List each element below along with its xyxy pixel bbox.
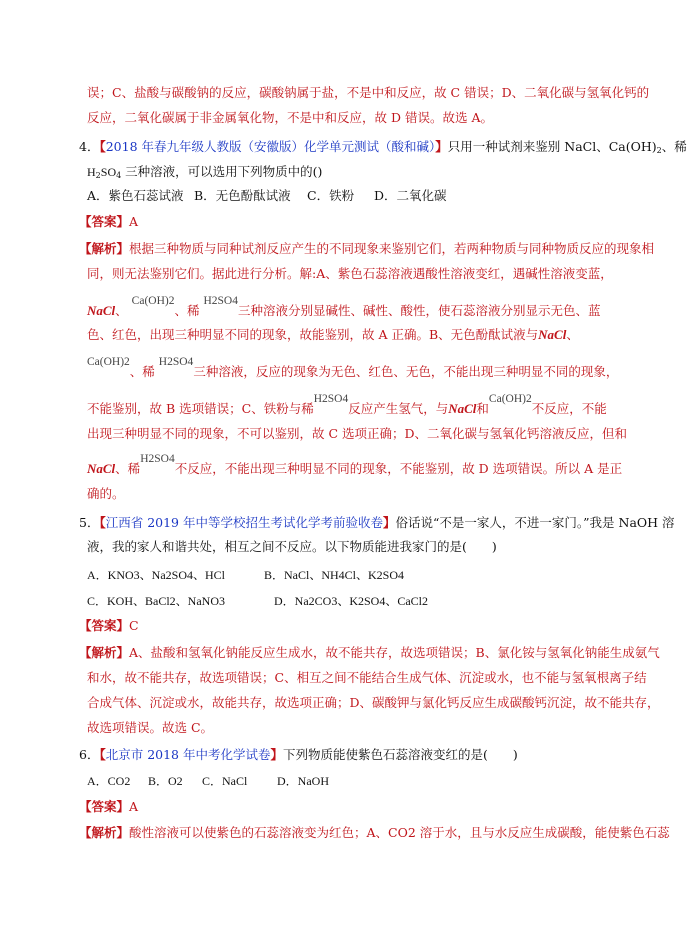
analysis-line <box>79 824 670 842</box>
option-c: C．NaCl <box>202 774 248 788</box>
analysis-text-line <box>87 326 579 344</box>
answer-label: 【答案】 <box>79 799 130 814</box>
question-number: 4． <box>79 139 100 154</box>
formula-caoh2: Ca(OH)2 <box>131 295 175 307</box>
stem-text: 三种溶液，可以选用下列物质中的() <box>121 164 323 179</box>
question-4-stem: 4．【2018 年春九年级人教版（安徽版）化学单元测试（酸和碱）】只用一种试剂来鉴别 NaCl、$Ca(OH)_2$、稀 <box>79 139 687 155</box>
analysis-text-line: 和水，故不能共存，故选项错误；C、相互之间不能结合生成气体、沉淀或水，也不能与氢氧根离子结 <box>87 670 647 685</box>
stem-text: 下列物质能使紫色石蕊溶液变红的是( ) <box>283 747 518 762</box>
analysis-text-line: 反应，二氧化碳属于非金属氧化物，不是中和反应，故 D 错误。故选 A。 <box>87 110 493 125</box>
analysis-line <box>79 644 660 662</box>
option-a: A．KNO3、Na2SO4、HCl <box>87 568 226 582</box>
separator: 和 <box>476 401 489 416</box>
question-4-stem-cont <box>87 163 322 181</box>
question-number: 6． <box>79 747 100 762</box>
analysis-text-line: 确的。 <box>87 486 125 501</box>
question-4-options <box>87 187 647 205</box>
question-5-options-row2 <box>87 592 647 610</box>
answer-value: A <box>129 799 139 814</box>
question-6-options <box>87 772 647 790</box>
separator: 、 <box>566 327 579 342</box>
option-a: A．紫色石蕊试液 <box>87 188 184 203</box>
formula-nacl: NaCl <box>87 461 116 476</box>
option-c: C．KOH、BaCl2、NaNO3 <box>87 594 225 608</box>
formula-h2so4: H2SO4 <box>313 393 349 405</box>
formula-caoh2: Ca(OH)2 <box>488 393 532 405</box>
question-5-stem: 5．【江西省 2019 年中等学校招生考试化学考前验收卷】俗话说“不是一家人，不进一家门。”我是 NaOH 溶 <box>79 515 675 530</box>
option-b: B．NaCl、NH4Cl、K2SO4 <box>264 568 405 582</box>
option-a: A．CO2 <box>87 774 131 788</box>
analysis-text-line: 误；C、盐酸与碳酸钠的反应，碳酸钠属于盐，不是中和反应，故 C 错误；D、二氧化碳与氢氧化钙的 <box>87 85 650 100</box>
question-source: 北京市 2018 年中考化学试卷 <box>105 747 271 762</box>
question-5-stem-cont: 液，我的家人和谐共处，相互之间不反应。以下物质能进我家门的是( ) <box>87 539 497 554</box>
analysis-text-line: 故选项错误。故选 C。 <box>87 720 214 735</box>
analysis-text: 根据三种物质与同种试剂反应产生的不同现象来鉴别它们，若两种物质与同种物质反应的现象相 <box>129 241 655 256</box>
question-number: 5． <box>79 515 100 530</box>
analysis-text-line <box>87 356 619 382</box>
formula-h2so4: H2SO4 <box>203 295 238 307</box>
answer-line <box>79 213 138 231</box>
option-b: B．无色酚酞试液 <box>194 188 291 203</box>
question-source: 2018 年春九年级人教版（安徽版）化学单元测试（酸和碱） <box>105 139 436 154</box>
answer-value: C <box>129 618 139 633</box>
analysis-text: A、盐酸和氢氧化钠能反应生成水，故不能共存，故选项错误；B、氯化铵与氢氧化钠能生成氨气 <box>129 645 660 660</box>
analysis-label: 【解析】 <box>79 825 130 840</box>
analysis-text-line: 同，则无法鉴别它们。据此进行分析。解:A、紫色石蕊溶液遇酸性溶液变红，遇碱性溶液变蓝， <box>87 266 613 281</box>
answer-value: A <box>129 214 139 229</box>
option-b: B．O2 <box>148 774 183 788</box>
formula-caoh2: Ca(OH)2 <box>87 356 130 368</box>
subscript: 2 <box>95 171 101 180</box>
analysis-text: 三种溶液分别显碱性、碱性、酸性，使石蕊溶液分别显示无色、蓝 <box>237 303 601 318</box>
analysis-text: 色、红色，出现三种明显不同的现象，故能鉴别，故 A 正确。B、无色酚酞试液与 <box>87 327 539 342</box>
option-d: D．二氧化碳 <box>374 188 447 203</box>
analysis-text-line <box>87 393 607 419</box>
formula-nacl: NaCl <box>538 327 567 342</box>
analysis-text: 反应产生氢气，与 <box>348 401 449 416</box>
analysis-text-line <box>87 453 623 479</box>
analysis-text: 不反应，不能 <box>531 401 607 416</box>
analysis-label: 【解析】 <box>79 241 130 256</box>
analysis-label: 【解析】 <box>79 645 130 660</box>
formula-h2so4: H2SO4 <box>158 356 194 368</box>
analysis-text-line: 出现三种明显不同的现象，不可以鉴别，故 C 选项正确；D、二氧化碳与氢氧化钙溶液反应，但和 <box>87 426 628 441</box>
option-c: C．铁粉 <box>307 188 355 203</box>
separator: 、稀 <box>115 461 141 476</box>
formula: SO <box>100 165 117 179</box>
analysis-text: 三种溶液，反应的现象为无色、红色、无色，不能出现三种明显不同的现象， <box>193 364 619 379</box>
answer-line <box>79 617 139 635</box>
analysis-text: 不反应，不能出现三种明显不同的现象，不能鉴别，故 D 选项错误。所以 A 是正 <box>174 461 623 476</box>
separator: 、稀 <box>129 364 155 379</box>
formula-nacl: NaCl <box>448 401 477 416</box>
formula-nacl: NaCl <box>87 303 116 318</box>
stem-text: 、稀 <box>661 139 687 154</box>
stem-text: 只用一种试剂来鉴别 NaCl、Ca(OH) <box>447 139 657 154</box>
subscript: 2 <box>656 146 662 155</box>
analysis-text: 不能鉴别，故 B 选项错误；C、铁粉与稀 <box>87 401 314 416</box>
question-5-options-row1 <box>87 566 647 584</box>
analysis-line <box>79 240 654 258</box>
question-source: 江西省 2019 年中等学校招生考试化学考前验收卷 <box>105 515 383 530</box>
stem-text: 俗话说“不是一家人，不进一家门。”我是 NaOH 溶 <box>395 515 675 530</box>
analysis-text-line <box>87 295 601 321</box>
answer-line <box>79 798 138 816</box>
analysis-text: 酸性溶液可以使紫色的石蕊溶液变为红色；A、CO2 溶于水，且与水反应生成碳酸，能使紫色石蕊 <box>129 825 670 840</box>
separator: 、稀 <box>174 303 200 318</box>
question-6-stem: 6．【北京市 2018 年中考化学试卷】下列物质能使紫色石蕊溶液变红的是( ) <box>79 747 518 762</box>
separator: 、 <box>115 303 128 318</box>
analysis-text-line: 合成气体、沉淀或水，故能共存，故选项正确；D、碳酸钾与氯化钙反应生成碳酸钙沉淀，故不能共存， <box>87 695 660 710</box>
subscript: 4 <box>116 171 122 180</box>
answer-label: 【答案】 <box>79 618 130 633</box>
formula: H <box>87 165 96 179</box>
option-d: D．NaOH <box>277 774 329 788</box>
answer-label: 【答案】 <box>79 214 130 229</box>
option-d: D．Na2CO3、K2SO4、CaCl2 <box>274 594 429 608</box>
formula-h2so4: H2SO4 <box>140 453 175 465</box>
